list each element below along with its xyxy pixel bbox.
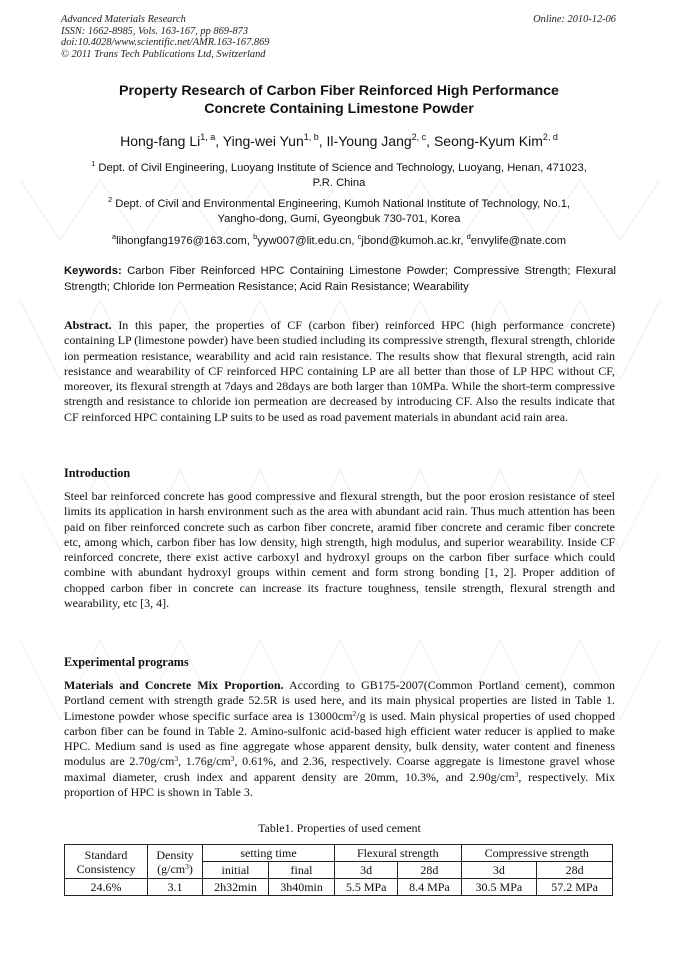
abstract: [64, 318, 615, 425]
email-mark: d: [466, 232, 471, 241]
email-list: [40, 229, 638, 249]
header-text: Density: [156, 847, 194, 862]
superscript: 3: [230, 754, 235, 764]
header-density: [148, 845, 203, 879]
affil-2-line-2: Yangho-dong, Gumi, Gyeongbuk 730-701, Korea: [217, 213, 461, 225]
title-line-2: Concrete Containing Limestone Powder: [204, 101, 474, 117]
journal-name: Advanced Materials Research: [61, 14, 186, 25]
table-header-row: [65, 845, 613, 862]
superscript: 3: [514, 769, 519, 779]
online-date: Online: 2010-12-06: [533, 14, 616, 25]
author-affil-mark: 2, c: [411, 132, 427, 142]
abstract-text: In this paper, the properties of CF (carbon fiber) reinforced HPC (high performance concrete) containing LP (limestone powder) have been studied including its compressive strength, flexural strength, chloride ion permeation resistance, wearability and acid rain resistance. The results show that flexural strength, acid rain resistance and wearability of CF reinforced HPC containing LP are all better than those of LP HPC without CF, moreover, its flexural strength at 7days and 28days are both larger than 10MPa. While the short-term compressive strength and resistance to chloride ion permeation are decreased by introducing CF. Also the results indicate that CF reinforced HPC containing LP suits to be used as road pavement materials in abundant acid rain area.: [64, 318, 616, 424]
text-span: According to GB175-2007(Common Portland cement), common Portland cement with strength grade 52.5R is used here, and its main physical properties are listed in Table 1. Limestone powder whose specific surface area is 13000cm: [64, 678, 616, 723]
author-affil-mark: 1, a: [200, 132, 216, 142]
header-text: Consistency: [76, 861, 136, 876]
affil-2-line-1: Dept. of Civil and Environmental Engineering, Kumoh National Institute of Technology, No.1,: [115, 198, 571, 210]
header-compressive-strength: Compressive strength: [461, 845, 612, 862]
author-name: Seong-Kyum Kim: [433, 133, 543, 149]
keywords-text: Carbon Fiber Reinforced HPC Containing Limestone Powder; Compressive Strength; Flexural Strength; Chloride Ion Permeation Resistance; Acid Rain Resistance; Wearability: [64, 265, 616, 293]
paper-title: [40, 82, 638, 118]
header-flex-28d: 28d: [398, 862, 461, 879]
email-link[interactable]: lihongfang1976@163.com,: [116, 235, 250, 247]
journal-header: [61, 14, 269, 60]
table-1-caption: Table1. Properties of used cement: [258, 821, 421, 835]
text-span: /g is used. Main physical properties of used chopped carbon fiber can be found in Table 2. Amino-sulfonic acid-based high efficient water reducer is applied to make HPC. Medium sand is used as fine aggregate whose apparent density, bulk density, water content and fineness modulus are 2.70g/cm: [64, 708, 615, 769]
affiliation-1: [40, 156, 638, 191]
affiliation-2: [40, 192, 638, 227]
author-name: Hong-fang Li: [120, 133, 201, 149]
header-comp-3d: 3d: [461, 862, 537, 879]
email-mark: c: [357, 232, 362, 241]
title-line-1: Property Research of Carbon Fiber Reinforced High Performance: [119, 83, 559, 99]
table-cell: 3h40min: [269, 879, 335, 896]
table-row: [65, 879, 613, 896]
header-text: (g/cm: [157, 861, 186, 876]
table-cell: 3.1: [148, 879, 203, 896]
table-cell: 5.5 MPa: [335, 879, 398, 896]
table-cell: 57.2 MPa: [537, 879, 613, 896]
materials-subheading: Materials and Concrete Mix Proportion.: [64, 678, 284, 692]
introduction-heading: Introduction: [64, 466, 131, 480]
issn-line: ISSN: 1662-8985, Vols. 163-167, pp 869-873: [61, 25, 249, 37]
table-cell: 30.5 MPa: [461, 879, 537, 896]
author-name: Ying-wei Yun: [222, 133, 304, 149]
header-flexural-strength: Flexural strength: [335, 845, 462, 862]
keywords: [64, 264, 616, 295]
table-cell: 24.6%: [65, 879, 148, 896]
email-mark: a: [111, 232, 117, 241]
table-cell: 2h32min: [203, 879, 269, 896]
affil-1-line-1: Dept. of Civil Engineering, Luoyang Institute of Science and Technology, Luoyang, Henan, 471023,: [98, 162, 587, 174]
author-affil-mark: 1, b: [303, 132, 319, 142]
header-final: final: [269, 862, 335, 879]
author-affil-mark: 2, d: [542, 132, 558, 142]
header-standard-consistency: [65, 845, 148, 879]
introduction-text: Steel bar reinforced concrete has good compressive and flexural strength, but the poor erosion resistance of steel limits its application in harsh environment such as the area with abundant acid rain. Thus much attention has been paid on fiber reinforced concrete such as carbon fiber concrete, aramid fiber concrete and ceramic fiber concrete etc, among which, carbon fiber has low density, high strength, high modulus, and superior wearability. Inside CF reinforced concrete, there exist active carboxyl and hydroxyl groups on the carbon fiber surface which could combine with abundant hydroxyl groups within cement and form strong bonding [1, 2]. Proper addition of chopped carbon fiber in concrete can increase its fracture toughness, tensile strength, flexural strength and wearability, etc [3, 4].: [64, 489, 615, 611]
email-link[interactable]: jbond@kumoh.ac.kr,: [361, 235, 464, 247]
doi-line: doi:10.4028/www.scientific.net/AMR.163-167.869: [61, 37, 270, 49]
email-link[interactable]: envylife@nate.com: [470, 235, 567, 247]
author-name: Il-Young Jang: [326, 133, 412, 149]
email-mark: b: [253, 232, 258, 241]
author-list: Hong-fang Li$^{1, a}$, Ying-wei Yun$^{1, b}$, Il-Young Jang$^{2, c}$, Seong-Kyum Kim$^{2, d}$: [120, 132, 558, 149]
experimental-heading: Experimental programs: [64, 655, 189, 669]
text-span: , 1.76g/cm: [178, 754, 231, 769]
superscript: 3: [174, 754, 179, 764]
superscript: 3: [185, 861, 189, 871]
header-initial: initial: [203, 862, 269, 879]
table-cell: 8.4 MPa: [398, 879, 461, 896]
keywords-label: Keywords:: [64, 265, 122, 277]
header-flex-3d: 3d: [335, 862, 398, 879]
affil-mark: 1: [91, 159, 96, 168]
text-span: , 0.61%, and 2.36, respectively. Coarse aggregate is limestone gravel whose maximal diameter, crush index and apparent density are 20mm, 10.3%, and 2.90g/cm: [64, 754, 615, 784]
affil-mark: 2: [107, 195, 113, 204]
abstract-label: Abstract.: [64, 318, 112, 332]
text-span: , respectively. Mix proportion of HPC is shown in Table 3.: [64, 769, 615, 800]
header-comp-28d: 28d: [537, 862, 613, 879]
header-setting-time: setting time: [203, 845, 335, 862]
affil-1-line-2: P.R. China: [312, 177, 366, 189]
copyright-line: © 2011 Trans Tech Publications Ltd, Switzerland: [61, 48, 266, 60]
materials-paragraph: [64, 678, 615, 800]
cement-properties-table: [64, 844, 613, 896]
header-text: Standard: [84, 847, 128, 862]
superscript: 2: [352, 708, 357, 718]
header-text: ): [188, 861, 193, 876]
email-link[interactable]: yyw007@lit.edu.cn,: [257, 235, 355, 247]
